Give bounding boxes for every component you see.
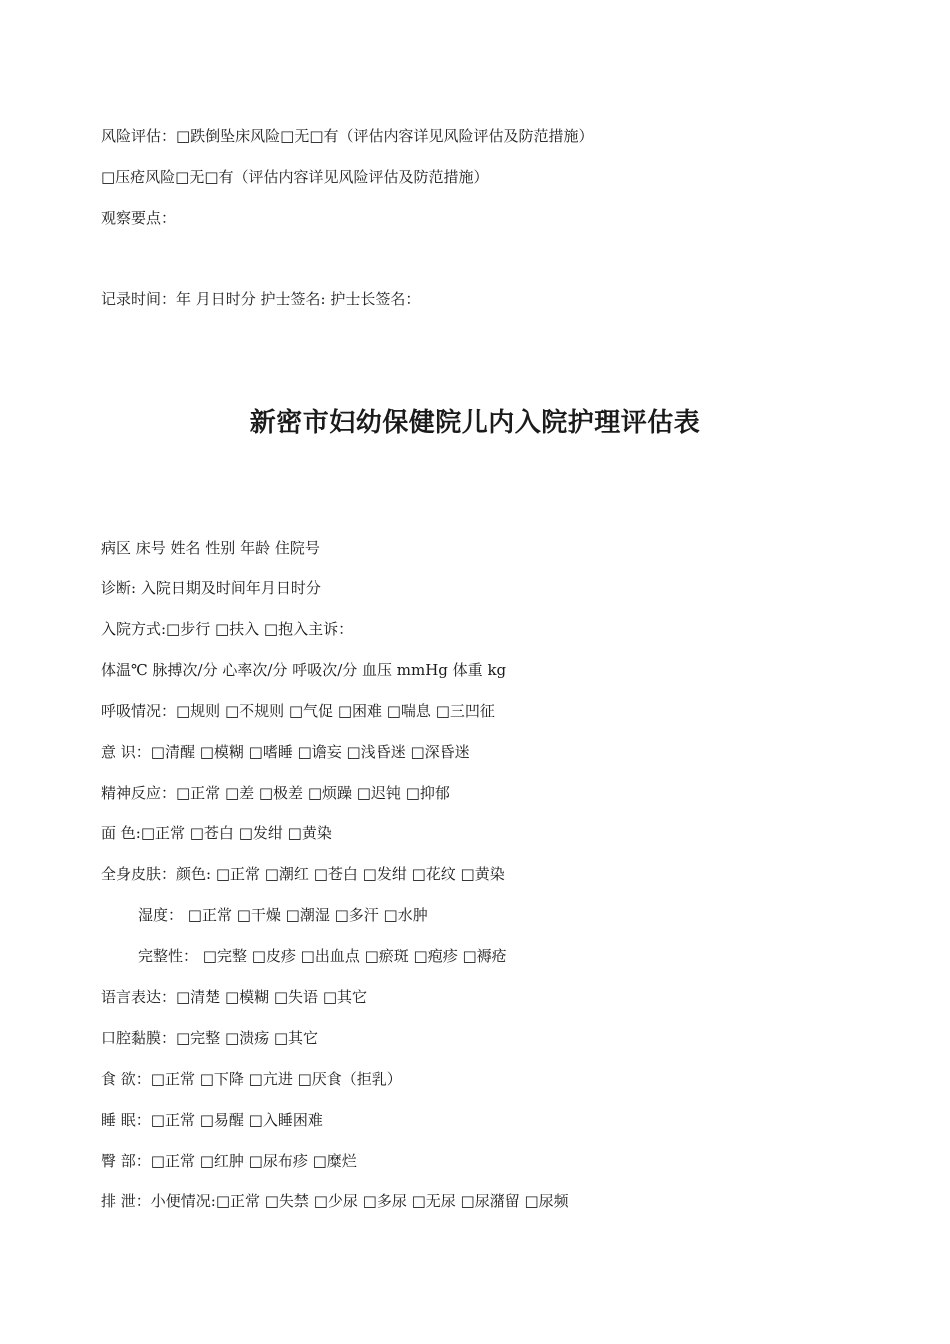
- skin-color-line: 全身皮肤：颜色: □正常 □潮红 □苍白 □发绀 □花纹 □黄染: [101, 865, 505, 883]
- mental-response-line: 精神反应：□正常 □差 □极差 □烦躁 □迟钝 □抑郁: [101, 784, 450, 802]
- patient-info-line: 病区 床号 姓名 性别 年龄 住院号: [101, 539, 320, 557]
- complexion-line: 面 色:□正常 □苍白 □发绀 □黄染: [101, 824, 332, 842]
- sleep-line: 睡 眠：□正常 □易醒 □入睡困难: [101, 1111, 323, 1129]
- risk-assessment-line-2: □压疮风险□无□有（评估内容详见风险评估及防范措施）: [101, 168, 489, 186]
- skin-integrity-line: 完整性： □完整 □皮疹 □出血点 □瘀斑 □疱疹 □褥疮: [138, 947, 507, 965]
- skin-humidity-line: 湿度： □正常 □干燥 □潮湿 □多汗 □水肿: [138, 906, 428, 924]
- speech-line: 语言表达：□清楚 □模糊 □失语 □其它: [101, 988, 367, 1006]
- form-title: 新密市妇幼保健院儿内入院护理评估表: [249, 408, 701, 438]
- record-signature-line: 记录时间：年 月日时分 护士签名: 护士长签名：: [101, 290, 421, 308]
- breathing-line: 呼吸情况：□规则 □不规则 □气促 □困难 □喘息 □三凹征: [101, 702, 495, 720]
- oral-mucosa-line: 口腔黏膜：□完整 □溃疡 □其它: [101, 1029, 319, 1047]
- excretion-line: 排 泄：小便情况:□正常 □失禁 □少尿 □多尿 □无尿 □尿潴留 □尿频: [101, 1192, 569, 1210]
- consciousness-line: 意 识：□清醒 □模糊 □嗜睡 □谵妄 □浅昏迷 □深昏迷: [101, 743, 470, 761]
- risk-assessment-line-1: 风险评估：□跌倒坠床风险□无□有（评估内容详见风险评估及防范措施）: [101, 127, 594, 145]
- diagnosis-line: 诊断: 入院日期及时间年月日时分: [101, 579, 321, 597]
- appetite-line: 食 欲：□正常 □下降 □亢进 □厌食（拒乳）: [101, 1070, 402, 1088]
- observation-points: 观察要点：: [101, 209, 177, 227]
- admission-mode-line: 入院方式:□步行 □扶入 □抱入主诉：: [101, 620, 354, 638]
- vital-signs-line: 体温℃ 脉搏次/分 心率次/分 呼吸次/分 血压 mmHg 体重 kg: [101, 661, 507, 679]
- buttocks-line: 臀 部：□正常 □红肿 □尿布疹 □糜烂: [101, 1152, 357, 1170]
